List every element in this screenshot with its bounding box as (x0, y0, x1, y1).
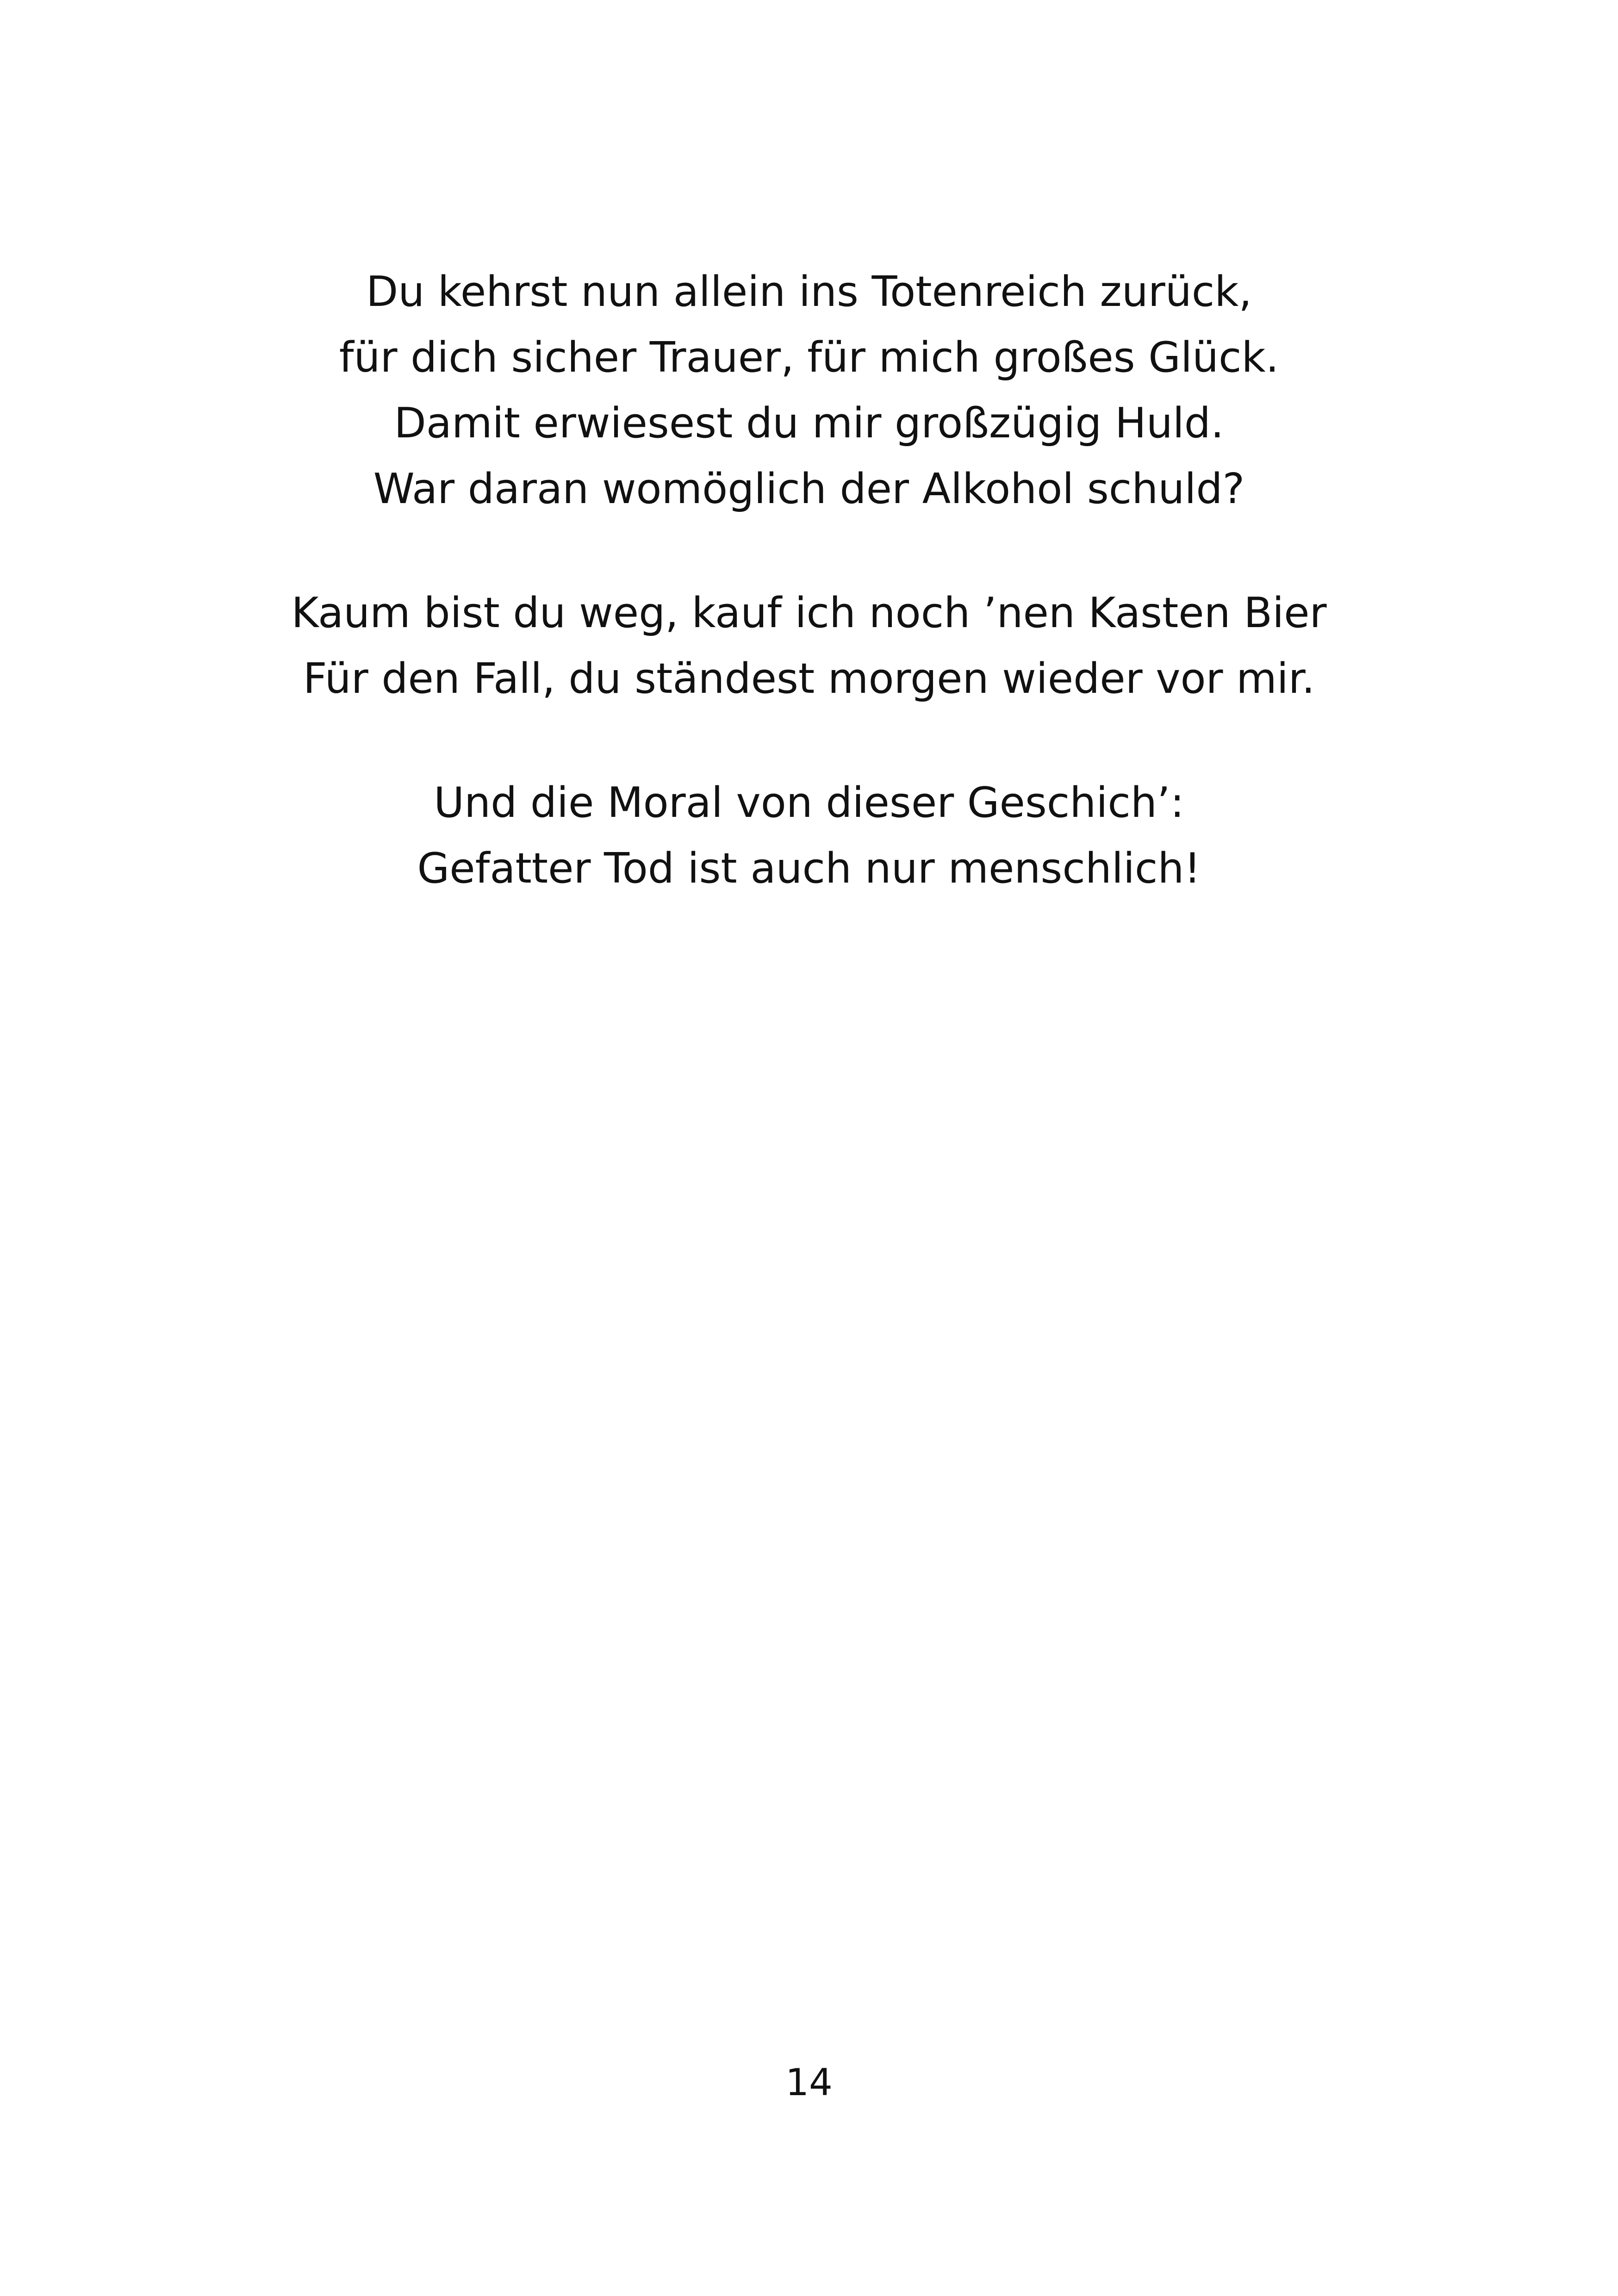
page-number: 14 (785, 2061, 833, 2104)
poem-line: Und die Moral von dieser Geschich’: (434, 778, 1184, 827)
poem-line: Du kehrst nun allein ins Totenreich zurück, (366, 268, 1252, 316)
stanza-2 (0, 580, 1618, 712)
poem-line: War daran womöglich der Alkohol schuld? (373, 465, 1245, 513)
poem-line: für dich sicher Trauer, für mich großes Glück. (339, 333, 1279, 382)
poem-line: Für den Fall, du ständest morgen wieder vor mir. (303, 654, 1315, 703)
poem-line: Damit erwiesest du mir großzügig Huld. (394, 399, 1224, 448)
stanza-3 (0, 770, 1618, 902)
poem-line: Gefatter Tod ist auch nur menschlich! (417, 844, 1201, 893)
poem (0, 259, 1618, 960)
stanza-1 (0, 259, 1618, 522)
poem-line: Kaum bist du weg, kauf ich noch ’nen Kasten Bier (291, 589, 1327, 637)
